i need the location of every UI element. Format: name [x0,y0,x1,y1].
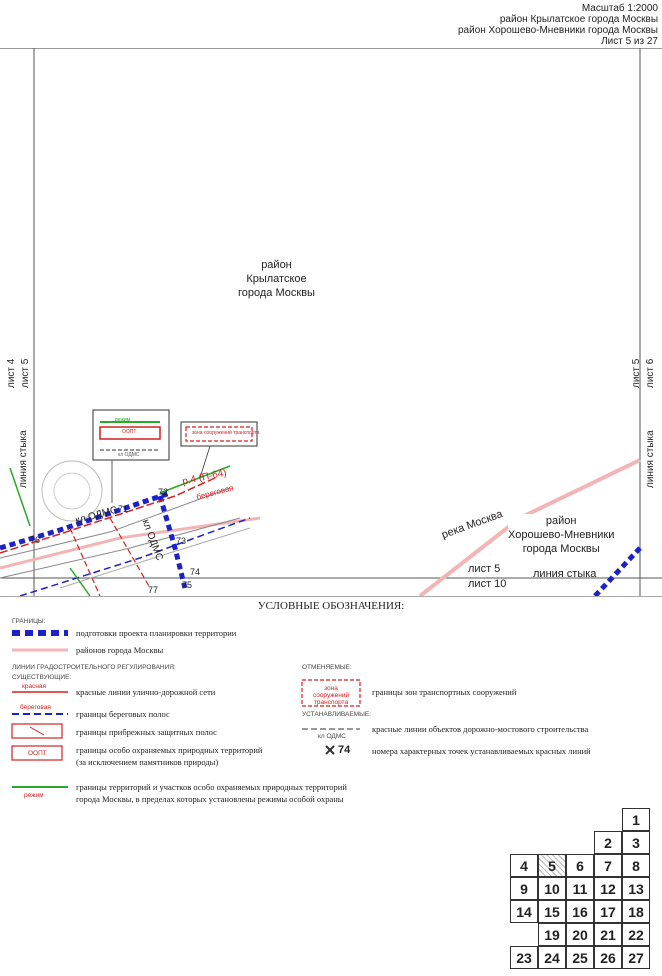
legend-regime-1: границы территорий и участков особо охраняемых природных территорий [76,782,347,792]
transport-tag: зона сооружений транспорта [312,685,350,706]
callout1-kl-odms: кл ОДМС [118,452,140,458]
point-75: 75 [182,580,193,590]
bottom-sheet-5: лист 5 [468,563,501,575]
left-sheet-4: лист 4 [6,358,17,388]
callout1-regime: режим [115,417,131,423]
callout2-zone: зона сооружений транспорта [192,430,260,436]
sheet-cell-10: 10 [538,877,566,900]
map-area [0,48,662,596]
point-74: 74 [190,567,201,577]
sheet-cell-19: 19 [538,923,566,946]
point-77: 77 [148,585,159,595]
sheet-cell-12: 12 [594,877,622,900]
legend-coastal: границы прибрежных защитных полос [76,727,217,737]
regime-tag: режим [24,792,44,799]
legend-road-bridge: красные линии объектов дорожно-мостового строительства [372,724,589,734]
right-joint-line: линия стыка [645,430,656,488]
sheet-cell-24: 24 [538,946,566,969]
left-sheet-5: лист 5 [20,358,31,388]
sheet-cell-3: 3 [622,831,650,854]
callout1-oopt: ООПТ [122,429,137,435]
district-khoroshevo-header: район Хорошево-Мневники города Москвы [457,25,658,36]
legend-regime-2: города Москвы, в пределах которых установлены режимы особой охраны [76,794,344,804]
sheet-cell-20: 20 [566,923,594,946]
sheet-cell-27: 27 [622,946,650,969]
district-khoroshevo-label: район Хорошево-Мневники города Москвы [508,515,615,555]
red-line-tag: красная [22,683,47,690]
point-sample: 74 [338,744,351,756]
right-sheet-6: лист 6 [645,358,656,388]
sheet-index [506,806,656,976]
sheet-cell-15: 15 [538,900,566,923]
existing-heading: СУЩЕСТВУЮЩИЕ: [12,674,72,681]
protected-tag: ООПТ [28,750,47,757]
point-73: 73 [176,536,187,546]
bottom-sheet-10: лист 10 [468,578,507,590]
legend-protected-1: границы особо охраняемых природных территорий [76,745,263,755]
scale-text: Масштаб 1:2000 [581,3,658,14]
sheet-cell-6: 6 [566,854,594,877]
sheet-cell-23: 23 [510,946,538,969]
legend-protected-2: (за исключением памятников природы) [76,757,219,767]
sheet-cell-13: 13 [622,877,650,900]
left-joint-line: линия стыка [18,430,29,488]
district-krylatskoe-label: район Крылатское города Москвы [238,259,315,299]
legend-transport-zones: границы зон транспортных сооружений [372,687,517,697]
legend-red-lines: красные линии улично-дорожной сети [76,687,216,697]
legend-bank-lines: границы береговых полос [76,709,170,719]
sheet-cell-21: 21 [594,923,622,946]
sheet-cell-26: 26 [594,946,622,969]
sheet-cell-14: 14 [510,900,538,923]
road-label: р.4 (П-64) [181,467,228,488]
kl-odms-label-2: кл ОДМС [139,518,165,563]
legend-title: УСЛОВНЫЕ ОБОЗНАЧЕНИЯ: [257,600,405,612]
bank-line-tag: береговая [20,704,51,711]
sheet-cell-22: 22 [622,923,650,946]
river-label: река Москва [440,508,505,542]
map-header [0,0,662,49]
lines-heading: ЛИНИИ ГРАДОСТРОИТЕЛЬНОГО РЕГУЛИРОВАНИЯ: [12,664,176,671]
sheet-cell-1: 1 [622,808,650,831]
sheet-cell-2: 2 [594,831,622,854]
kl-odms-tag: кл ОДМС [318,733,346,740]
bank-label: береговая [195,483,235,502]
point-71: 71 [118,504,129,514]
sheet-cell-17: 17 [594,900,622,923]
sheet-cell-16: 16 [566,900,594,923]
sheet-cell-9: 9 [510,877,538,900]
borders-heading: ГРАНИЦЫ: [12,618,46,625]
point-76: 76 [30,535,41,545]
established-heading: УСТАНАВЛИВАЕМЫЕ: [302,711,372,718]
kl-odms-label-1: кл ОДМС [74,504,119,527]
sheet-cell-18: 18 [622,900,650,923]
sheet-number: Лист 5 из 27 [601,36,658,47]
right-sheet-5: лист 5 [631,358,642,388]
sheet-cell-8: 8 [622,854,650,877]
legend-points: номера характерных точек устанавливаемых красных линий [372,746,591,756]
sheet-cell-11: 11 [566,877,594,900]
cancelled-heading: ОТМЕНЯЕМЫЕ: [302,664,352,671]
legend-project-border: подготовки проекта планировки территории [76,628,237,638]
point-72: 72 [158,487,169,497]
sheet-cell-7: 7 [594,854,622,877]
legend-district-border: районов города Москвы [76,645,164,655]
district-krylatskoe-header: район Крылатское города Москвы [499,14,658,25]
bottom-joint-line: линия стыка [533,568,597,580]
sheet-cell-5: 5 [538,854,566,877]
sheet-cell-4: 4 [510,854,538,877]
sheet-cell-25: 25 [566,946,594,969]
bank-line [20,518,250,596]
